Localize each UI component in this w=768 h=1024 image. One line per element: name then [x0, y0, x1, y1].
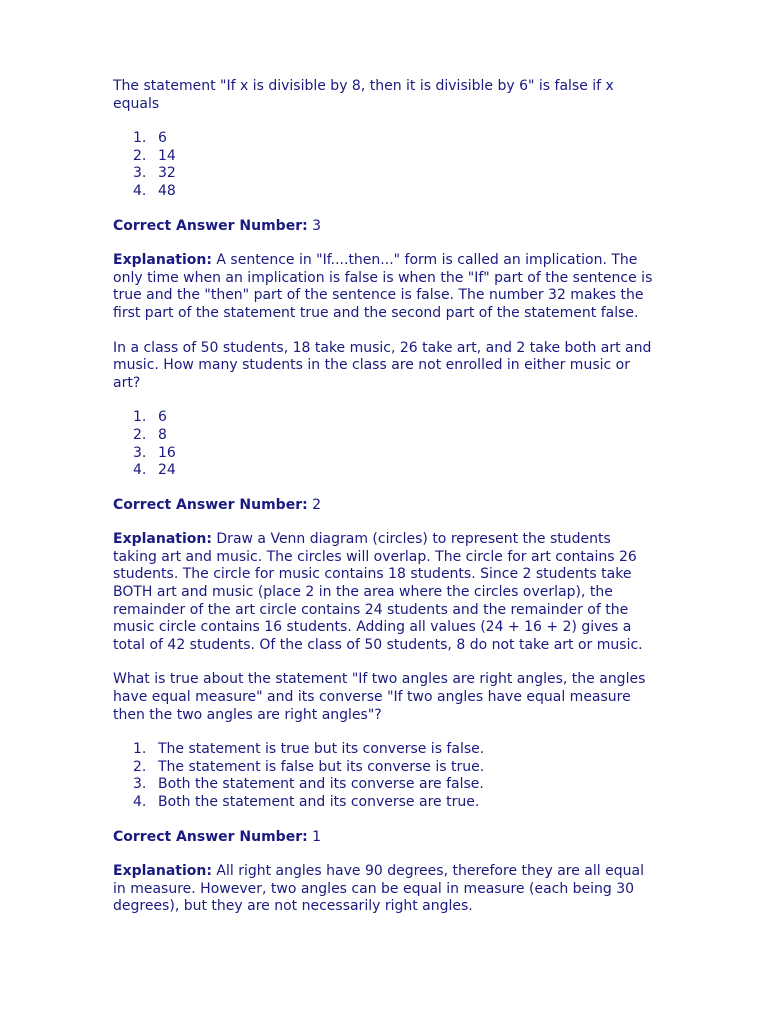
correct-answer: Correct Answer Number: 3 — [113, 217, 322, 234]
explanation: Explanation: All right angles have 90 degrees, therefore they are all equal in measure. However, two angles can be equal in measure (each being 30 degrees), but they are not necessarily right angles. — [113, 863, 644, 915]
explanation: Explanation: A sentence in "If....then..." form is called an implication. The only time when an implication is false is when the "If" part of the sentence is true and the "then" part of the sentence is false. The number 32 makes the first part of the statement true and the second part of the statement false. — [113, 252, 653, 321]
option-item: 2. The statement is false but its converse is true. — [133, 758, 485, 775]
option-item: 3. Both the statement and its converse are false. — [133, 776, 484, 793]
question-block-2 — [113, 340, 653, 655]
option-item: 1. The statement is true but its converse is false. — [133, 741, 485, 758]
option-item: 3. 32 — [133, 165, 176, 182]
correct-answer: Correct Answer Number: 1 — [113, 828, 322, 845]
option-item: 3. 16 — [133, 444, 176, 461]
option-item: 1. 6 — [133, 409, 167, 426]
options-list — [113, 130, 653, 200]
question-text: What is true about the statement "If two angles are right angles, the angles have equal measure" and its converse "If two angles have equal measure then the two angles are right angles"? — [113, 671, 646, 723]
option-item: 4. 48 — [133, 182, 176, 199]
option-item: 4. Both the statement and its converse are true. — [133, 794, 480, 810]
option-item: 2. 8 — [133, 426, 167, 443]
question-text: The statement "If x is divisible by 8, then it is divisible by 6" is false if x equals — [113, 78, 614, 112]
question-block-1 — [113, 78, 653, 323]
question-block-3 — [113, 671, 653, 916]
options-list — [113, 409, 653, 479]
explanation: Explanation: Draw a Venn diagram (circles) to represent the students taking art and music. The circles will overlap. The circle for art contains 26 students. The circle for music contains 18 students. Since 2 students take BOTH art and music (place 2 in the area where the circles overlap), the remainder of the art circle contains 24 students and the remainder of the music circle contains 16 students. Adding all values (24 + 16 + 2) gives a total of 42 students. Of the class of 50 students, 8 do not take art or music. — [113, 531, 643, 653]
question-text: In a class of 50 students, 18 take music, 26 take art, and 2 take both art and music. How many students in the class are not enrolled in either music or art? — [113, 339, 652, 391]
correct-answer: Correct Answer Number: 2 — [113, 496, 322, 513]
option-item: 4. 24 — [133, 462, 176, 479]
document-page — [113, 78, 653, 916]
option-item: 2. 14 — [133, 147, 176, 164]
option-item: 1. 6 — [133, 130, 167, 147]
options-list — [113, 741, 653, 811]
